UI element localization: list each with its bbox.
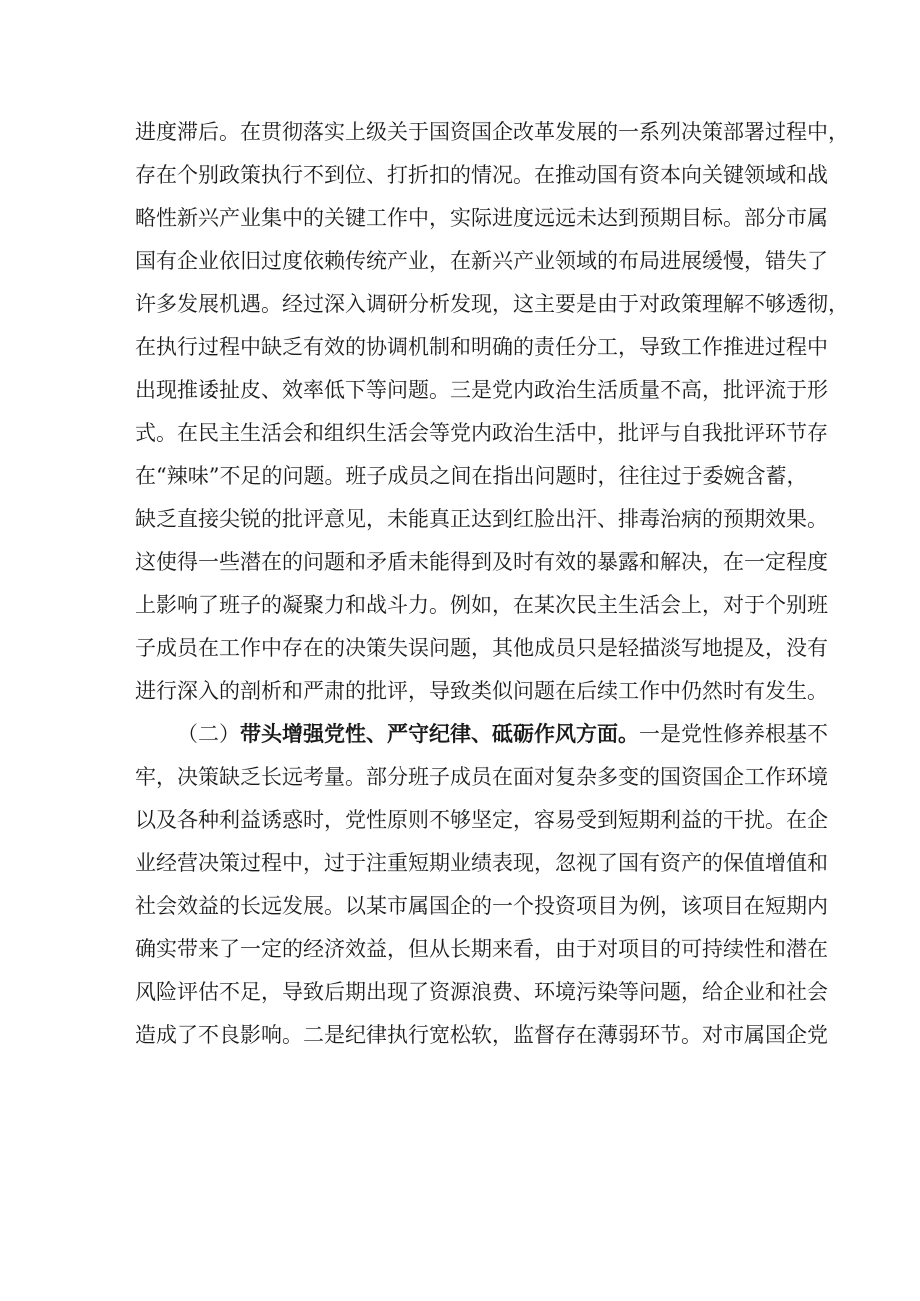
section-number: （二） (177, 722, 240, 746)
paragraph-2-line-5: 社会效益的长远发展。以某市属国企的一个投资项目为例，该项目在短期内 (135, 894, 828, 918)
paragraph-2-line-2: 牢，决策缺乏长远考量。部分班子成员在面对复杂多变的国资国企工作环境 (135, 765, 828, 789)
paragraph-1-line-9: 在“辣味”不足的问题。班子成员之间在指出问题时，往往过于委婉含蓄， (135, 464, 808, 488)
paragraph-1-line-3: 略性新兴产业集中的关键工作中，实际进度远远未达到预期目标。部分市属 (135, 206, 828, 230)
paragraph-1-line-13: 子成员在工作中存在的决策失误问题，其他成员只是轻描淡写地提及，没有 (135, 636, 828, 660)
paragraph-1-line-11: 这使得一些潜在的问题和矛盾未能得到及时有效的暴露和解决，在一定程度 (135, 550, 828, 574)
paragraph-2-line-8: 造成了不良影响。二是纪律执行宽松软，监督存在薄弱环节。对市属国企党 (135, 1023, 828, 1047)
paragraph-2-heading-line (177, 714, 828, 754)
paragraph-2-line-3: 以及各种利益诱惑时，党性原则不够坚定，容易受到短期利益的干扰。在企 (135, 808, 828, 832)
paragraph-2-line-7: 风险评估不足，导致后期出现了资源浪费、环境污染等问题，给企业和社会 (135, 980, 828, 1004)
section-heading: 带头增强党性、严守纪律、砥砺作风方面。 (240, 721, 639, 746)
paragraph-2-line-6: 确实带来了一定的经济效益，但从长期来看，由于对项目的可持续性和潜在 (135, 937, 828, 961)
paragraph-1-line-14: 进行深入的剖析和严肃的批评，导致类似问题在后续工作中仍然时有发生。 (135, 679, 828, 703)
paragraph-1-line-7: 出现推诿扯皮、效率低下等问题。三是党内政治生活质量不高，批评流于形 (135, 378, 828, 402)
paragraph-1-line-1: 进度滞后。在贯彻落实上级关于国资国企改革发展的一系列决策部署过程中， (135, 120, 849, 144)
paragraph-1-line-4: 国有企业依旧过度依赖传统产业，在新兴产业领域的布局进展缓慢，错失了 (135, 249, 828, 273)
paragraph-1-line-12: 上影响了班子的凝聚力和战斗力。例如，在某次民主生活会上，对于个别班 (135, 593, 828, 617)
paragraph-1-line-2: 存在个别政策执行不到位、打折扣的情况。在推动国有资本向关键领域和战 (135, 163, 828, 187)
paragraph-1-line-6: 在执行过程中缺乏有效的协调机制和明确的责任分工，导致工作推进过程中 (135, 335, 828, 359)
paragraph-2-line-4: 业经营决策过程中，过于注重短期业绩表现，忽视了国有资产的保值增值和 (135, 851, 828, 875)
paragraph-1-line-5: 许多发展机遇。经过深入调研分析发现，这主要是由于对政策理解不够透彻， (135, 292, 849, 316)
paragraph-1-line-10: 缺乏直接尖锐的批评意见，未能真正达到红脸出汗、排毒治病的预期效果。 (135, 507, 828, 531)
paragraph-2-first-line-text: 一是党性修养根基不 (639, 722, 828, 746)
paragraph-1-line-8: 式。在民主生活会和组织生活会等党内政治生活中，批评与自我批评环节存 (135, 421, 828, 445)
